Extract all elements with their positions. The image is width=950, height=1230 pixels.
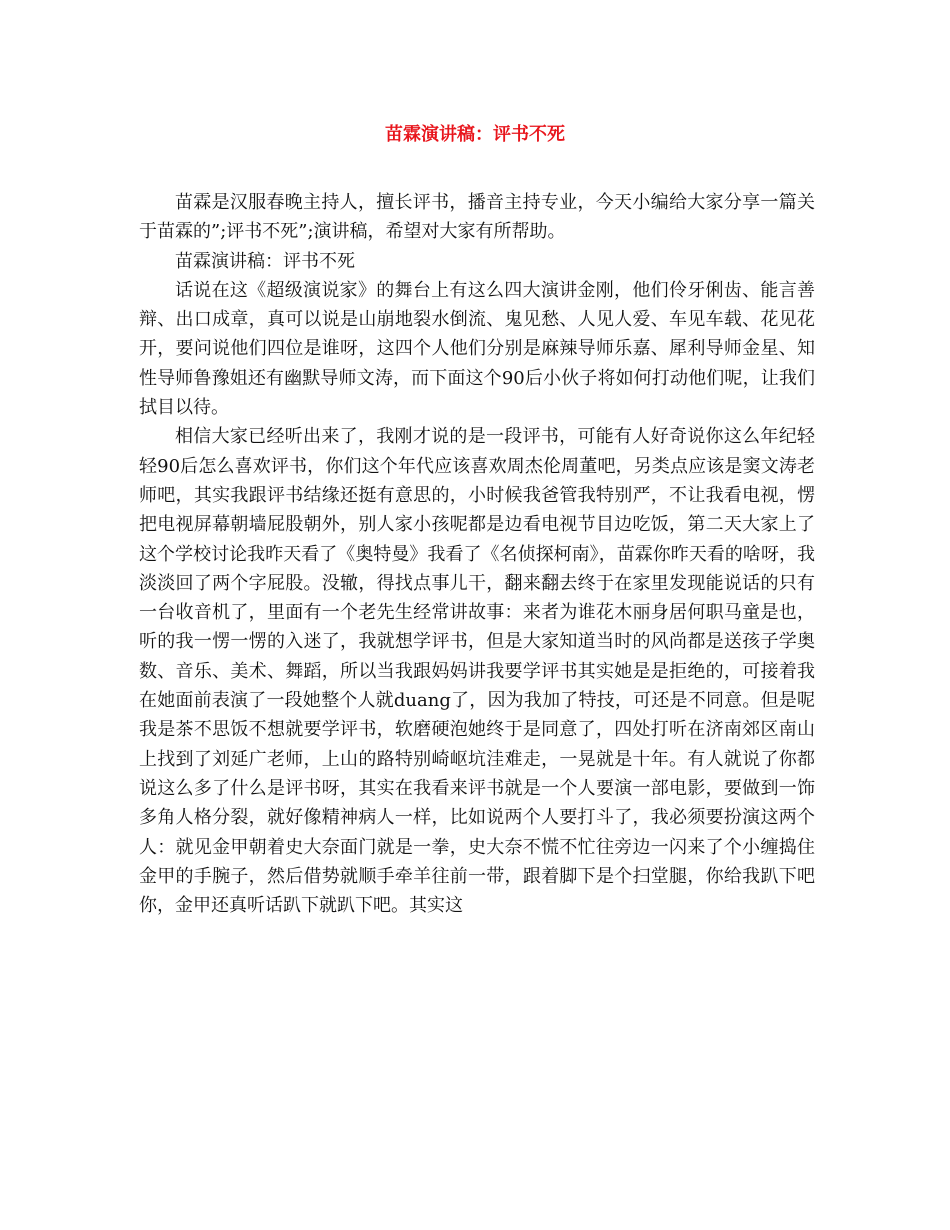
document-body bbox=[139, 188, 815, 920]
paragraph-subtitle: 苗霖演讲稿：评书不死 bbox=[175, 250, 355, 272]
document-title: 苗霖演讲稿：评书不死 bbox=[385, 124, 565, 145]
paragraph-opening: 话说在这《超级演说家》的舞台上有这么四大演讲金刚，他们伶牙俐齿、能言善辩、出口成章，真可以说是山崩地裂水倒流、鬼见愁、人见人爱、车见车载、花见花开，要问说他们四位是谁呀，这四个人他们分别是麻辣导师乐嘉、犀利导师金星、知性导师鲁豫姐还有幽默导师文涛，而下面这个90后小伙子将如何打动他们呢，让我们拭目以待。 bbox=[139, 279, 815, 419]
paragraph-intro: 苗霖是汉服春晚主持人，擅长评书，播音主持专业，今天小编给大家分享一篇关于苗霖的”;评书不死”;演讲稿，希望对大家有所帮助。 bbox=[139, 192, 815, 243]
paragraph-main: 相信大家已经听出来了，我刚才说的是一段评书，可能有人好奇说你这么年纪轻轻90后怎么喜欢评书，你们这个年代应该喜欢周杰伦周董吧，另类点应该是窦文涛老师吧，其实我跟评书结缘还挺有意思的，小时候我爸管我特别严，不让我看电视，愣把电视屏幕朝墙屁股朝外，别人家小孩呢都是边看电视节目边吃饭，第二天大家上了这个学校讨论我昨天看了《奥特曼》我看了《名侦探柯南》，苗霖你昨天看的啥呀，我淡淡回了两个字屁股。没辙，得找点事儿干，翻来翻去终于在家里发现能说话的只有一台收音机了，里面有一个老先生经常讲故事：来者为谁花木丽身居何职马童是也，听的我一愣一愣的入迷了，我就想学评书，但是大家知道当时的风尚都是送孩子学奥数、音乐、美术、舞蹈，所以当我跟妈妈讲我要学评书其实她是是拒绝的，可接着我在她面前表演了一段她整个人就duang了，因为我加了特技，可还是不同意。但是呢我是茶不思饭不想就要学评书，软磨硬泡她终于是同意了，四处打听在济南郊区南山上找到了刘延广老师，上山的路特别崎岖坑洼难走，一晃就是十年。有人就说了你都说这么多了什么是评书呀，其实在我看来评书就是一个人要演一部电影，要做到一饰多角人格分裂，就好像精神病人一样，比如说两个人要打斗了，我必须要扮演这两个人：就见金甲朝着史大奈面门就是一拳，史大奈不慌不忙往旁边一闪来了个小缠捣住金甲的手腕子，然后借势就顺手牵羊往前一带，跟着脚下是个扫堂腿，你给我趴下吧你，金甲还真听话趴下就趴下吧。其实这 bbox=[139, 426, 815, 917]
